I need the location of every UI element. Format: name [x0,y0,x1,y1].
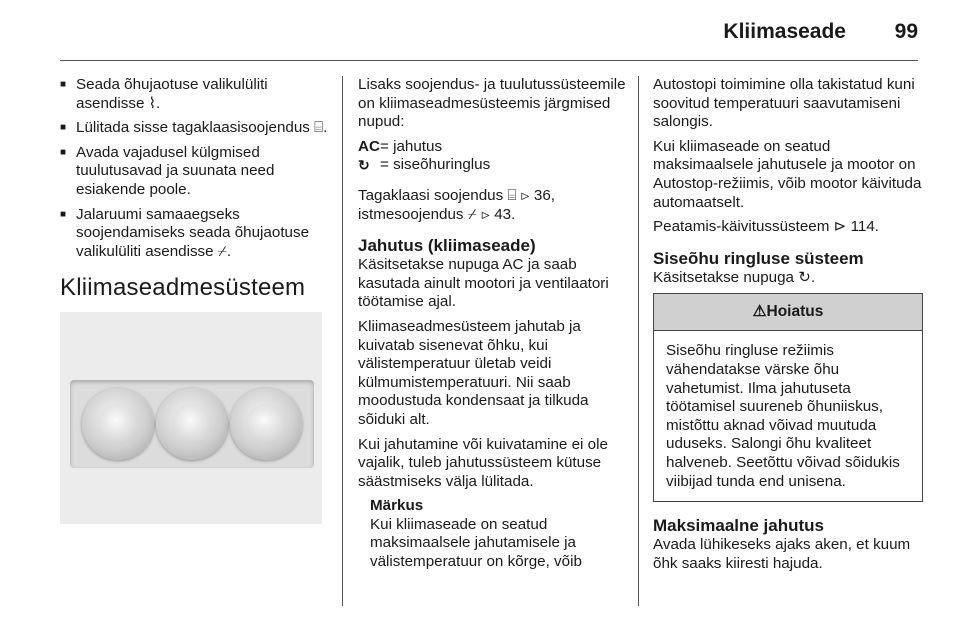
list-item: ■ Seada õhujaotuse valikulüliti asendisse ⌇. [60,76,328,113]
note-box [358,497,626,571]
header-rule [60,60,918,61]
section-heading: Kliimaseadmesüsteem [60,274,306,302]
max-cooling-heading: Maksimaalne jahutus [653,516,825,536]
column-1 [60,76,328,524]
recirculation-icon: ↻ [358,157,370,174]
list-item: ■ Lülitada sisse tagaklaasisoojendus ⌸. [60,119,328,138]
definition-recirculation [358,156,626,175]
note-text: Kui kliimaseade on seatud maksimaalsele jahutamisele ja välistemperatuur on kõrge, võib [370,515,582,571]
note-title: Märkus [370,497,424,515]
heating-reference: Tagaklaasi soojendus ⌸ ⊳ 36, istmesoojendus ⌿ ⊳ 43. [358,186,556,223]
paragraph: Avada lühikeseks ajaks aken, et kuum õhk saaks kiiresti hajuda. [653,536,911,572]
recirculation-value: = siseõhuringlus [380,156,491,174]
intro-text: Lisaks soojendus- ja tuulutussüsteemile on kliimaseadmesüsteemis järgmised nupud: [358,76,626,131]
page-number: 99 [894,20,918,43]
recirculation-heading: Siseõhu ringluse süsteem [653,248,864,268]
fan-knob [156,388,228,460]
climate-control-photo [60,312,322,524]
button-definitions [358,138,626,175]
ac-key: AC [358,137,380,155]
paragraph: Kui kliimaseade on seatud maksimaalsele jahutusele ja mootor on Autostop-režiimis, võib mootor käivituda automaatselt. [653,137,922,211]
warning-title: ⚠Hoiatus [654,294,922,331]
definition-ac [358,138,626,157]
air-distribution-knob [230,388,302,460]
control-panel [70,380,314,468]
stop-start-reference: Peatamis-käivitussüsteem ⊳ 114. [653,218,880,236]
list-item: ■ Avada vajadusel külgmised tuulutusavad ja suunata need esiakende poole. [60,144,328,200]
instruction-list [60,76,328,261]
paragraph: Käsitsetakse nupuga ↻. [653,268,816,286]
paragraph: Autostopi toimimine olla takistatud kuni soovitud temperatuuri saavutamiseni salongis. [653,76,915,131]
ac-value: = jahutus [380,137,443,155]
warning-box [653,293,923,502]
warning-text: Siseõhu ringluse režiimis vähendatakse värske õhu vahetumist. Ilma jahutuseta töötamisel suureneb õhuniiskus, mistõttu aknad võivad muutuda uduseks. Salongi õhu kvaliteet halveneb. Seetõttu võivad sõidukis viibijad tunda end unisena. [666,342,900,490]
paragraph: Kliimaseadmesüsteem jahutab ja kuivatab sisenevat õhku, kui välistemperatuur ületab veidi külmumistemperatuuri. Nii saab moodustuda kondensaat ja tilkuda sõiduki alt. [358,317,589,428]
temperature-knob [82,388,154,460]
paragraph: Käsitsetakse nupuga AC ja saab kasutada ainult mootori ja ventilaatori töötamise ajal. [358,256,609,311]
page-header [60,18,918,58]
chapter-title: Kliimaseade [723,20,846,43]
paragraph: Kui jahutamine või kuivatamine ei ole vajalik, tuleb jahutussüsteem kütuse säästmiseks välja lülitada. [358,435,608,490]
column-2 [358,76,626,572]
cooling-heading: Jahutus (kliimaseade) [358,236,536,256]
column-divider [638,76,639,606]
column-3 [653,76,923,579]
column-divider [342,76,343,606]
list-item: ■ Jalaruumi samaaegseks soojendamiseks seada õhujaotuse valikulüliti asendisse ⌿. [60,206,328,262]
